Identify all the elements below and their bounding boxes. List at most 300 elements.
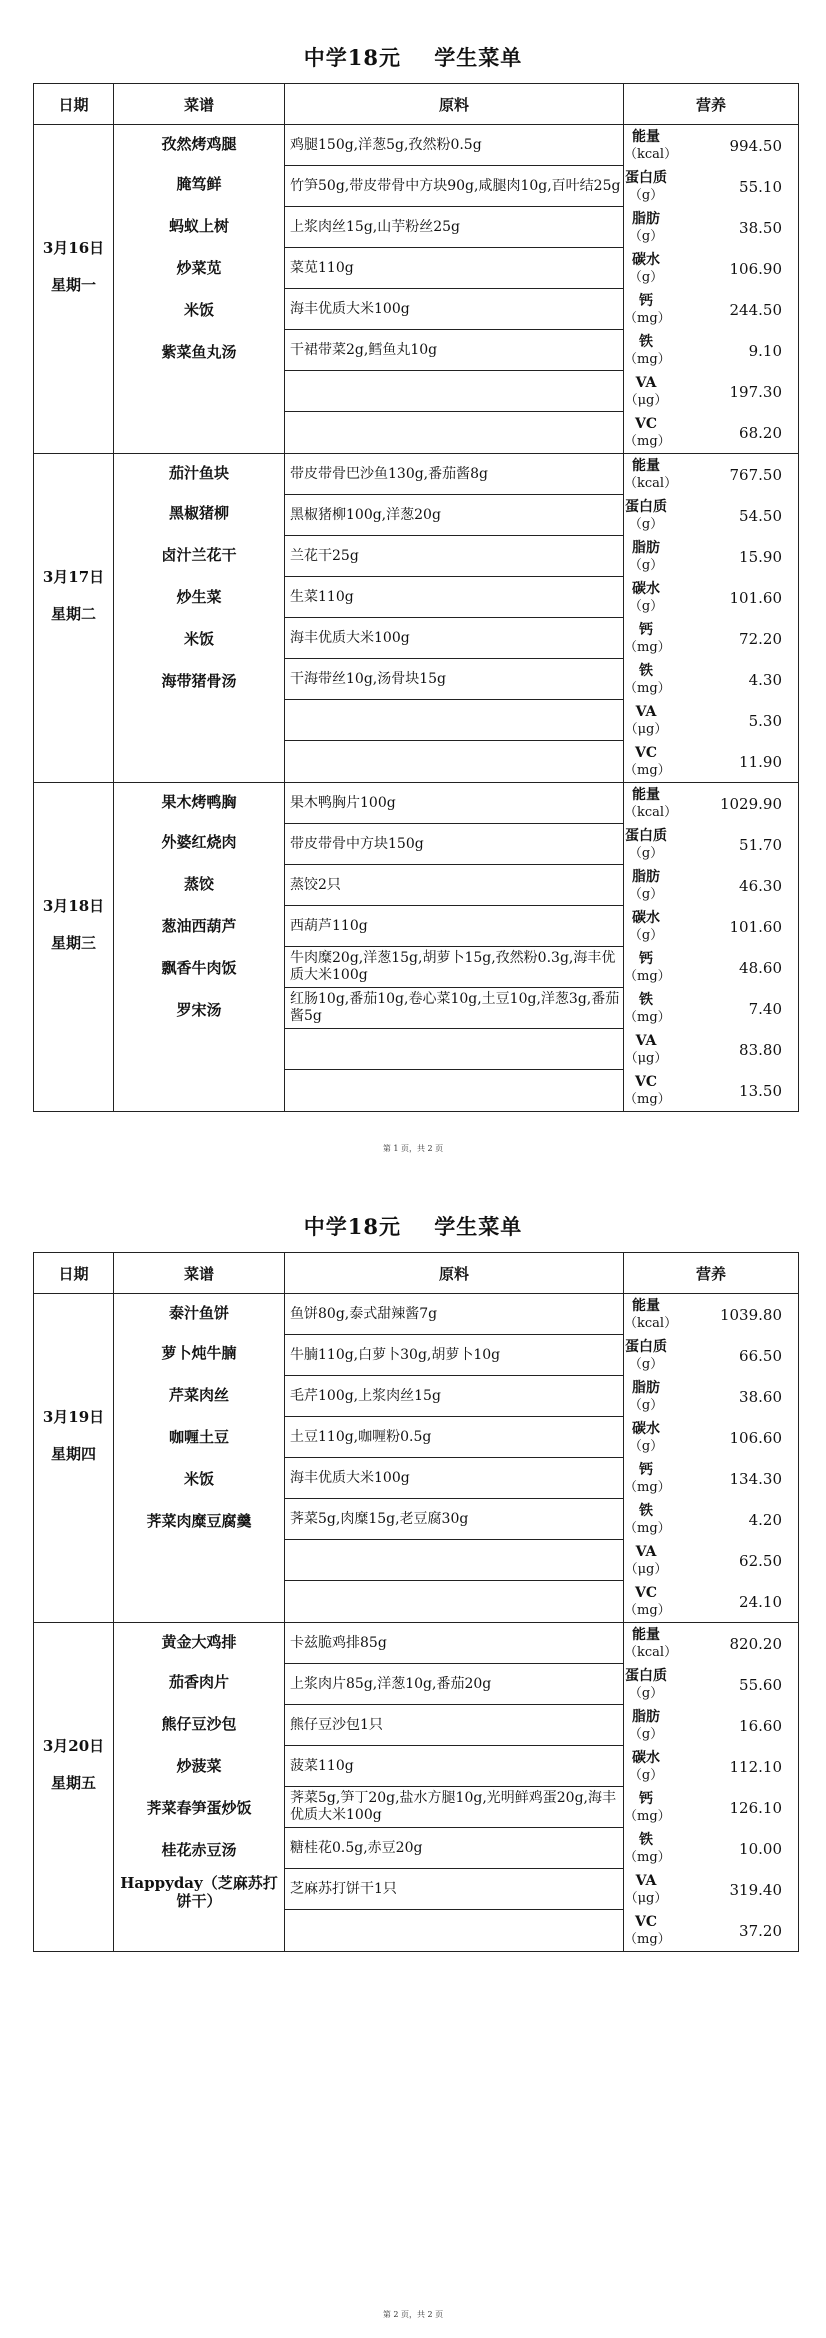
nutrient-value: 106.60 xyxy=(729,1428,782,1447)
nutrient-name: 脂肪 xyxy=(632,539,660,556)
nutrient-row xyxy=(624,741,798,782)
nutrient-unit: （g） xyxy=(628,228,664,244)
nutrient-name: VC xyxy=(634,1584,657,1601)
nutrient-unit: （mg） xyxy=(624,968,671,984)
page-2 xyxy=(0,1169,826,2338)
nutrient-name: 碳水 xyxy=(632,1420,660,1437)
nutrient-name: 钙 xyxy=(639,1461,653,1478)
nutrient-unit: （g） xyxy=(628,1356,664,1372)
nutrient-row xyxy=(624,783,798,824)
nutrient-label xyxy=(624,704,668,738)
dish-name: 海带猪骨汤 xyxy=(161,672,237,690)
nutrient-unit: （kcal） xyxy=(624,1315,678,1331)
nutrient-value: 68.20 xyxy=(739,423,782,442)
nutrient-value: 9.10 xyxy=(748,341,782,360)
nutrient-row xyxy=(624,1787,798,1828)
nutrient-label xyxy=(624,581,668,615)
nutrient-value: 101.60 xyxy=(729,588,782,607)
nutrient-row xyxy=(624,947,798,988)
ingredients-cell xyxy=(285,454,624,783)
nutrient-name: 钙 xyxy=(639,950,653,967)
day-date: 3月20日 xyxy=(42,1737,105,1755)
dishes-cell xyxy=(114,783,285,1112)
nutrient-name: VA xyxy=(635,374,657,391)
nutrient-name: 蛋白质 xyxy=(625,1338,667,1355)
header-ingredients: 原料 xyxy=(285,84,624,125)
nutrient-label xyxy=(624,1584,671,1619)
nutrient-row xyxy=(624,906,798,947)
nutrient-name: VA xyxy=(635,1872,657,1889)
dishes-cell xyxy=(114,454,285,783)
ingredients-cell xyxy=(285,1623,624,1952)
nutrient-name: 铁 xyxy=(639,1502,653,1519)
nutrient-label xyxy=(624,1380,668,1414)
nutrient-name: 蛋白质 xyxy=(625,498,667,515)
date-cell xyxy=(34,1623,114,1952)
nutrient-unit: （μg） xyxy=(624,1561,668,1577)
nutrient-name: 铁 xyxy=(639,991,653,1008)
dish-name: 卤汁兰花干 xyxy=(161,546,237,564)
nutrient-row xyxy=(624,330,798,371)
nutrient-label xyxy=(624,252,668,286)
nutrient-label xyxy=(624,621,671,656)
nutrient-row xyxy=(624,1335,798,1376)
day-row xyxy=(34,783,799,1112)
dish-name: 飘香牛肉饭 xyxy=(161,959,237,977)
day-weekday: 星期四 xyxy=(50,1445,96,1463)
dish-name: 茄汁鱼块 xyxy=(168,464,229,482)
nutrient-row xyxy=(624,1623,798,1664)
nutrient-unit: （mg） xyxy=(624,1520,671,1536)
nutrient-value: 15.90 xyxy=(739,547,782,566)
nutrient-name: VA xyxy=(635,1543,657,1560)
ingredient-line xyxy=(285,412,623,453)
nutrient-name: 钙 xyxy=(639,1790,653,1807)
nutrient-label xyxy=(624,1626,678,1661)
nutrient-label xyxy=(624,950,671,985)
nutrient-value: 1039.80 xyxy=(719,1305,782,1324)
nutrient-value: 24.10 xyxy=(739,1592,782,1611)
nutrient-name: 脂肪 xyxy=(632,868,660,885)
ingredient-line: 卡兹脆鸡排85g xyxy=(285,1623,623,1664)
nutrient-unit: （μg） xyxy=(624,1050,668,1066)
ingredient-line: 鸡腿150g,洋葱5g,孜然粉0.5g xyxy=(285,125,623,166)
nutrient-value: 319.40 xyxy=(729,1880,782,1899)
nutrient-row xyxy=(624,988,798,1029)
nutrient-name: VA xyxy=(635,1032,657,1049)
nutrient-label xyxy=(624,1502,671,1537)
nutrient-name: VA xyxy=(635,703,657,720)
nutrient-name: VC xyxy=(634,744,657,761)
nutrient-name: 铁 xyxy=(639,662,653,679)
nutrient-value: 48.60 xyxy=(739,958,782,977)
nutrient-name: VC xyxy=(634,1073,657,1090)
nutrient-unit: （g） xyxy=(628,269,664,285)
nutrient-value: 5.30 xyxy=(748,711,782,730)
ingredient-line: 果木鸭胸片100g xyxy=(285,783,623,824)
nutrition-cell xyxy=(624,1294,799,1623)
header-nutrition: 营养 xyxy=(624,84,799,125)
nutrient-label xyxy=(624,1831,671,1866)
ingredient-line: 西葫芦110g xyxy=(285,906,623,947)
ingredient-line: 菜苋110g xyxy=(285,248,623,289)
nutrient-unit: （mg） xyxy=(624,433,671,449)
nutrient-value: 13.50 xyxy=(739,1081,782,1100)
nutrient-value: 112.10 xyxy=(729,1757,782,1776)
ingredient-line: 竹笋50g,带皮带骨中方块90g,咸腿肉10g,百叶结25g xyxy=(285,166,623,207)
nutrient-unit: （mg） xyxy=(624,1009,671,1025)
nutrient-unit: （mg） xyxy=(624,1849,671,1865)
day-weekday: 星期二 xyxy=(50,605,96,623)
date-cell xyxy=(34,1294,114,1623)
day-row xyxy=(34,454,799,783)
nutrient-row xyxy=(624,1664,798,1705)
day-date: 3月17日 xyxy=(42,568,105,586)
nutrient-label xyxy=(624,1913,671,1948)
day-date: 3月16日 xyxy=(42,239,105,257)
nutrient-unit: （μg） xyxy=(624,1890,668,1906)
nutrient-label xyxy=(624,1873,668,1907)
menu-table xyxy=(33,83,799,1112)
day-row xyxy=(34,125,799,454)
nutrient-label xyxy=(624,375,668,409)
nutrient-value: 54.50 xyxy=(739,506,782,525)
header-menu: 菜谱 xyxy=(114,84,285,125)
dish-name: 咖喱土豆 xyxy=(168,1428,229,1446)
nutrient-row xyxy=(624,371,798,412)
nutrient-unit: （mg） xyxy=(624,680,671,696)
nutrient-value: 83.80 xyxy=(739,1040,782,1059)
nutrient-unit: （kcal） xyxy=(624,804,678,820)
ingredient-line xyxy=(285,1910,623,1951)
nutrient-value: 51.70 xyxy=(739,835,782,854)
nutrient-unit: （mg） xyxy=(624,1479,671,1495)
nutrient-value: 197.30 xyxy=(729,382,782,401)
ingredient-line: 生菜110g xyxy=(285,577,623,618)
nutrient-name: VC xyxy=(634,415,657,432)
nutrient-unit: （mg） xyxy=(624,1602,671,1618)
nutrient-value: 4.30 xyxy=(748,670,782,689)
page-title: 中学18元 学生菜单 xyxy=(303,1214,523,1239)
dish-name: 腌笃鲜 xyxy=(176,175,222,193)
nutrient-row xyxy=(624,166,798,207)
nutrient-label xyxy=(624,540,668,574)
page-footer: 第 2 页，共 2 页 xyxy=(382,2310,444,2319)
nutrient-value: 4.20 xyxy=(748,1510,782,1529)
ingredient-line xyxy=(285,1029,623,1070)
nutrient-label xyxy=(624,991,671,1026)
dish-name: 葱油西葫芦 xyxy=(161,917,237,935)
nutrient-row xyxy=(624,1417,798,1458)
dishes-cell xyxy=(114,125,285,454)
nutrient-row xyxy=(624,1499,798,1540)
ingredient-line xyxy=(285,1070,623,1111)
ingredient-line xyxy=(285,371,623,412)
ingredient-line xyxy=(285,1540,623,1581)
nutrient-value: 46.30 xyxy=(739,876,782,895)
ingredient-line: 荠菜5g,肉糜15g,老豆腐30g xyxy=(285,1499,623,1540)
nutrient-name: 能量 xyxy=(632,1297,660,1314)
dish-name: 桂花赤豆汤 xyxy=(161,1841,237,1859)
nutrient-unit: （g） xyxy=(628,1685,664,1701)
nutrient-value: 10.00 xyxy=(739,1839,782,1858)
nutrient-unit: （kcal） xyxy=(624,146,678,162)
nutrient-row xyxy=(624,248,798,289)
nutrient-value: 11.90 xyxy=(739,752,782,771)
nutrient-row xyxy=(624,207,798,248)
dish-name: 炒菜苋 xyxy=(176,259,222,277)
nutrient-name: 碳水 xyxy=(632,580,660,597)
ingredient-line: 芝麻苏打饼干1只 xyxy=(285,1869,623,1910)
date-cell xyxy=(34,125,114,454)
nutrient-row xyxy=(624,495,798,536)
nutrient-name: 能量 xyxy=(632,128,660,145)
nutrient-name: 脂肪 xyxy=(632,1708,660,1725)
nutrient-label xyxy=(624,333,671,368)
nutrient-name: 能量 xyxy=(632,786,660,803)
nutrient-unit: （mg） xyxy=(624,1808,671,1824)
nutrient-name: 脂肪 xyxy=(632,1379,660,1396)
ingredient-line: 红肠10g,番茄10g,卷心菜10g,土豆10g,洋葱3g,番茄酱5g xyxy=(285,988,623,1029)
dish-name: 芹菜肉丝 xyxy=(168,1386,229,1404)
nutrient-value: 16.60 xyxy=(739,1716,782,1735)
dish-name: 炒生菜 xyxy=(176,588,222,606)
nutrient-value: 55.60 xyxy=(739,1675,782,1694)
page-title: 中学18元 学生菜单 xyxy=(303,45,523,70)
ingredient-line: 荠菜5g,笋丁20g,盐水方腿10g,光明鲜鸡蛋20g,海丰优质大米100g xyxy=(285,1787,623,1828)
nutrient-row xyxy=(624,659,798,700)
ingredients-cell xyxy=(285,125,624,454)
table-header-row xyxy=(34,1253,799,1294)
nutrient-unit: （kcal） xyxy=(624,1644,678,1660)
ingredient-line: 黑椒猪柳100g,洋葱20g xyxy=(285,495,623,536)
nutrient-unit: （mg） xyxy=(624,351,671,367)
ingredient-line: 上浆肉丝15g,山芋粉丝25g xyxy=(285,207,623,248)
ingredient-line xyxy=(285,700,623,741)
nutrient-name: 碳水 xyxy=(632,251,660,268)
nutrient-row xyxy=(624,865,798,906)
header-date: 日期 xyxy=(34,1253,114,1294)
nutrient-unit: （mg） xyxy=(624,639,671,655)
nutrient-value: 101.60 xyxy=(729,917,782,936)
nutrient-label xyxy=(624,1790,671,1825)
ingredient-line xyxy=(285,741,623,782)
nutrient-label xyxy=(624,1033,668,1067)
dish-name: 茄香肉片 xyxy=(168,1673,229,1691)
header-nutrition: 营养 xyxy=(624,1253,799,1294)
dish-name: 罗宋汤 xyxy=(176,1001,222,1019)
ingredient-line xyxy=(285,1581,623,1622)
nutrient-value: 55.10 xyxy=(739,177,782,196)
nutrient-name: 脂肪 xyxy=(632,210,660,227)
menu-table xyxy=(33,1252,799,1952)
nutrient-label xyxy=(624,170,668,204)
nutrient-value: 134.30 xyxy=(729,1469,782,1488)
nutrient-unit: （μg） xyxy=(624,392,668,408)
nutrient-name: 钙 xyxy=(639,292,653,309)
nutrient-label xyxy=(624,292,671,327)
dish-name: 蚂蚁上树 xyxy=(168,217,229,235)
nutrient-name: 钙 xyxy=(639,621,653,638)
ingredient-line: 牛肉糜20g,洋葱15g,胡萝卜15g,孜然粉0.3g,海丰优质大米100g xyxy=(285,947,623,988)
dish-name: 荠菜春笋蛋炒饭 xyxy=(146,1799,252,1817)
ingredient-line: 土豆110g,咖喱粉0.5g xyxy=(285,1417,623,1458)
nutrient-row xyxy=(624,1581,798,1622)
nutrient-unit: （g） xyxy=(628,845,664,861)
nutrient-label xyxy=(624,662,671,697)
dishes-cell xyxy=(114,1294,285,1623)
nutrition-cell xyxy=(624,125,799,454)
nutrient-row xyxy=(624,536,798,577)
nutrient-value: 38.50 xyxy=(739,218,782,237)
nutrient-unit: （g） xyxy=(628,557,664,573)
dish-name: Happyday（芝麻苏打饼干） xyxy=(120,1874,278,1910)
ingredient-line: 菠菜110g xyxy=(285,1746,623,1787)
nutrient-value: 37.20 xyxy=(739,1921,782,1940)
nutrient-row xyxy=(624,1458,798,1499)
header-ingredients: 原料 xyxy=(285,1253,624,1294)
date-cell xyxy=(34,454,114,783)
ingredient-line: 牛腩110g,白萝卜30g,胡萝卜10g xyxy=(285,1335,623,1376)
nutrient-row xyxy=(624,125,798,166)
dish-name: 米饭 xyxy=(183,1470,214,1488)
dish-name: 果木烤鸭胸 xyxy=(161,793,237,811)
nutrient-name: 蛋白质 xyxy=(625,827,667,844)
nutrition-cell xyxy=(624,783,799,1112)
ingredient-line: 鱼饼80g,泰式甜辣酱7g xyxy=(285,1294,623,1335)
day-date: 3月19日 xyxy=(42,1408,105,1426)
nutrient-row xyxy=(624,1376,798,1417)
nutrient-value: 7.40 xyxy=(748,999,782,1018)
nutrient-unit: （kcal） xyxy=(624,475,678,491)
nutrient-row xyxy=(624,1746,798,1787)
dishes-cell xyxy=(114,1623,285,1952)
nutrient-row xyxy=(624,1705,798,1746)
ingredient-line: 带皮带骨中方块150g xyxy=(285,824,623,865)
day-row xyxy=(34,1623,799,1952)
nutrient-row xyxy=(624,454,798,495)
day-weekday: 星期三 xyxy=(50,934,96,952)
nutrient-unit: （mg） xyxy=(624,762,671,778)
nutrient-unit: （g） xyxy=(628,187,664,203)
day-weekday: 星期五 xyxy=(50,1774,96,1792)
nutrient-unit: （g） xyxy=(628,886,664,902)
nutrient-label xyxy=(624,457,678,492)
nutrient-label xyxy=(624,786,678,821)
ingredients-cell xyxy=(285,1294,624,1623)
day-date: 3月18日 xyxy=(42,897,105,915)
ingredient-line: 熊仔豆沙包1只 xyxy=(285,1705,623,1746)
dish-name: 炒菠菜 xyxy=(176,1757,222,1775)
nutrient-label xyxy=(624,1461,671,1496)
header-date: 日期 xyxy=(34,84,114,125)
nutrient-label xyxy=(624,869,668,903)
dish-name: 黑椒猪柳 xyxy=(168,504,229,522)
nutrient-name: 能量 xyxy=(632,1626,660,1643)
nutrient-label xyxy=(624,1544,668,1578)
nutrient-row xyxy=(624,700,798,741)
nutrient-value: 72.20 xyxy=(739,629,782,648)
nutrient-unit: （mg） xyxy=(624,310,671,326)
nutrient-name: 铁 xyxy=(639,1831,653,1848)
ingredient-line: 毛芹100g,上浆肉丝15g xyxy=(285,1376,623,1417)
nutrient-row xyxy=(624,1910,798,1951)
dish-name: 孜然烤鸡腿 xyxy=(161,135,237,153)
dish-name: 黄金大鸡排 xyxy=(161,1633,237,1651)
nutrient-row xyxy=(624,824,798,865)
ingredient-line: 海丰优质大米100g xyxy=(285,289,623,330)
ingredient-line: 干海带丝10g,汤骨块15g xyxy=(285,659,623,700)
ingredient-line: 上浆肉片85g,洋葱10g,番茄20g xyxy=(285,1664,623,1705)
nutrition-cell xyxy=(624,454,799,783)
dish-name: 泰汁鱼饼 xyxy=(168,1304,229,1322)
nutrient-value: 767.50 xyxy=(729,465,782,484)
nutrient-row xyxy=(624,1294,798,1335)
nutrient-unit: （g） xyxy=(628,927,664,943)
dish-name: 荠菜肉糜豆腐羹 xyxy=(146,1512,252,1530)
nutrient-row xyxy=(624,577,798,618)
nutrient-unit: （μg） xyxy=(624,721,668,737)
nutrient-label xyxy=(624,1709,668,1743)
nutrient-unit: （g） xyxy=(628,516,664,532)
ingredient-line: 海丰优质大米100g xyxy=(285,618,623,659)
nutrient-label xyxy=(624,1297,678,1332)
nutrient-label xyxy=(624,828,668,862)
nutrient-unit: （mg） xyxy=(624,1091,671,1107)
nutrient-value: 66.50 xyxy=(739,1346,782,1365)
nutrient-name: 蛋白质 xyxy=(625,1667,667,1684)
dish-name: 外婆红烧肉 xyxy=(161,833,237,851)
nutrient-label xyxy=(624,211,668,245)
nutrient-value: 106.90 xyxy=(729,259,782,278)
nutrient-label xyxy=(624,1750,668,1784)
dish-name: 紫菜鱼丸汤 xyxy=(161,343,237,361)
nutrient-row xyxy=(624,1540,798,1581)
nutrient-unit: （g） xyxy=(628,1726,664,1742)
nutrient-name: 碳水 xyxy=(632,1749,660,1766)
nutrient-value: 62.50 xyxy=(739,1551,782,1570)
dish-name: 米饭 xyxy=(183,630,214,648)
ingredient-line: 干裙带菜2g,鳕鱼丸10g xyxy=(285,330,623,371)
ingredient-line: 海丰优质大米100g xyxy=(285,1458,623,1499)
nutrient-row xyxy=(624,1070,798,1111)
nutrient-name: 能量 xyxy=(632,457,660,474)
dish-name: 蒸饺 xyxy=(183,875,214,893)
nutrient-value: 38.60 xyxy=(739,1387,782,1406)
ingredient-line: 带皮带骨巴沙鱼130g,番茄酱8g xyxy=(285,454,623,495)
nutrient-label xyxy=(624,1668,668,1702)
day-weekday: 星期一 xyxy=(50,276,96,294)
day-row xyxy=(34,1294,799,1623)
nutrient-row xyxy=(624,618,798,659)
ingredient-line: 糖桂花0.5g,赤豆20g xyxy=(285,1828,623,1869)
nutrient-value: 994.50 xyxy=(729,136,782,155)
nutrient-unit: （g） xyxy=(628,598,664,614)
nutrient-value: 820.20 xyxy=(729,1634,782,1653)
nutrient-unit: （g） xyxy=(628,1438,664,1454)
nutrient-label xyxy=(624,128,678,163)
nutrient-label xyxy=(624,1421,668,1455)
nutrient-label xyxy=(624,415,671,450)
ingredients-cell xyxy=(285,783,624,1112)
date-cell xyxy=(34,783,114,1112)
nutrient-label xyxy=(624,744,671,779)
nutrient-label xyxy=(624,1339,668,1373)
page-footer: 第 1 页，共 2 页 xyxy=(382,1144,444,1153)
nutrient-value: 244.50 xyxy=(729,300,782,319)
nutrient-row xyxy=(624,1029,798,1070)
nutrient-name: 碳水 xyxy=(632,909,660,926)
